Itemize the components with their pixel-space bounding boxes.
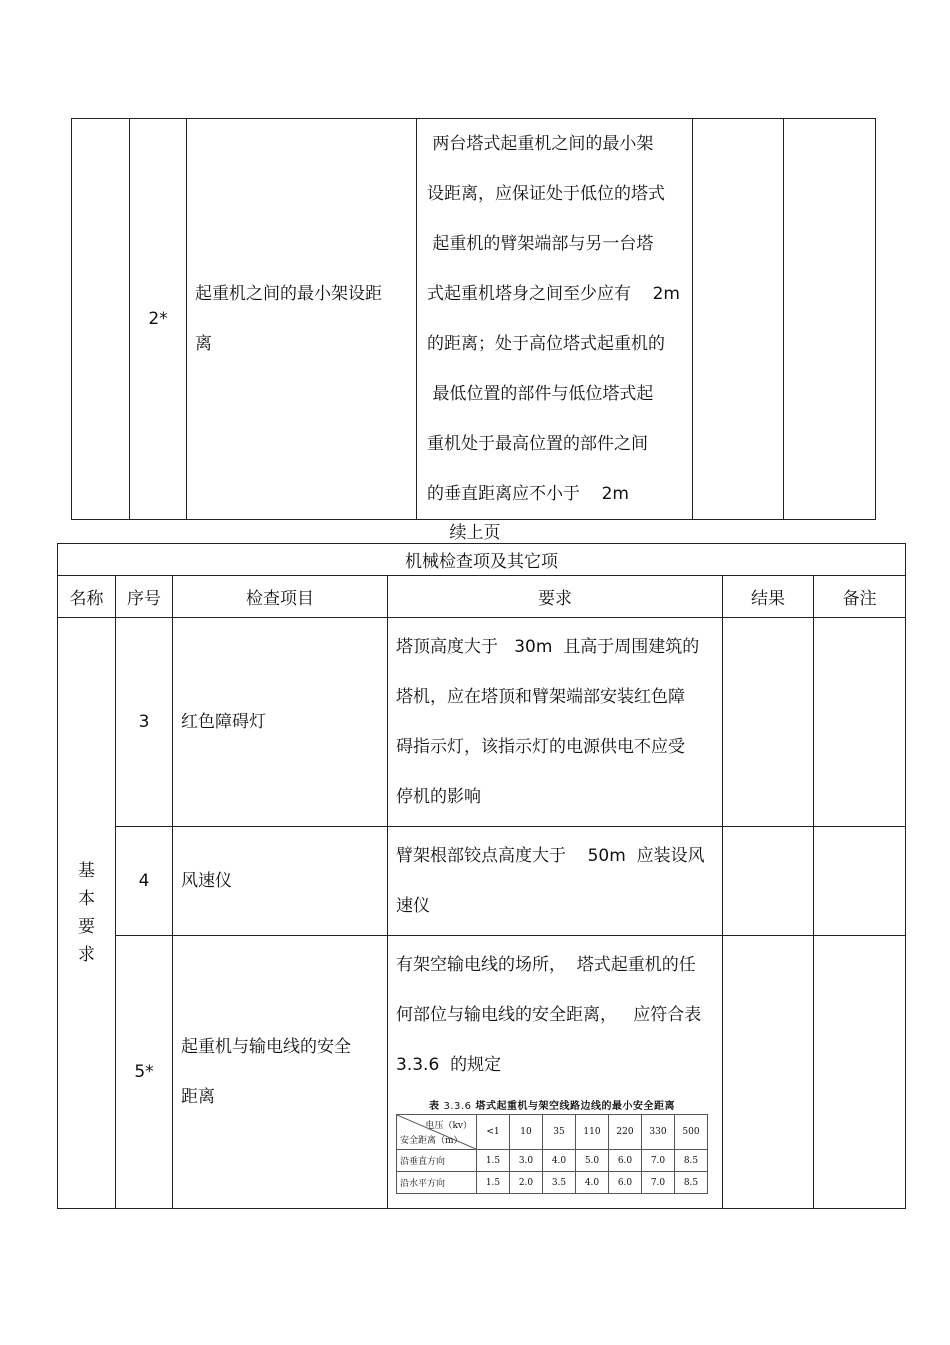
requirement-line: 塔机，应在塔顶和臂架端部安装红色障: [396, 687, 685, 707]
continued-label: 续上页: [449, 523, 501, 543]
voltage-cell: 330: [642, 1115, 675, 1150]
requirement-line: 最低位置的部件与低位塔式起: [427, 384, 654, 404]
value-cell: 2.0: [510, 1172, 543, 1194]
seq-cell: [130, 119, 187, 520]
seq-cell: [116, 936, 173, 1209]
requirement-line: 停机的影响: [396, 787, 481, 807]
item-cell: [173, 936, 388, 1209]
result-cell: [723, 827, 814, 936]
item-line: 起重机之间的最小架设距: [195, 284, 382, 304]
value-cell: 6.0: [609, 1172, 642, 1194]
remark-cell: [814, 827, 906, 936]
requirement-line: 设距离，应保证处于低位的塔式: [427, 184, 665, 204]
voltage-cell: 10: [510, 1115, 543, 1150]
requirement-line: 塔顶高度大于 30m 且高于周围建筑的: [396, 637, 700, 657]
check-item-text: [187, 269, 416, 369]
header-remark: 备注: [814, 576, 906, 618]
requirement-line: 有架空输电线的场所， 塔式起重机的任: [396, 955, 696, 975]
value-cell: 3.0: [510, 1150, 543, 1172]
requirement-line: 臂架根部铰点高度大于 50m 应装设风: [396, 846, 705, 866]
seq-number: 5*: [134, 1062, 154, 1082]
requirement-line: 式起重机塔身之间至少应有 2m: [427, 284, 680, 304]
header-seq: 序号: [116, 576, 173, 618]
value-cell: 4.0: [576, 1172, 609, 1194]
voltage-cell: 500: [675, 1115, 708, 1150]
top-continuation-table: [71, 118, 876, 520]
item-cell: [173, 618, 388, 827]
value-cell: 8.5: [675, 1150, 708, 1172]
value-cell: 1.5: [477, 1172, 510, 1194]
category-cell: [58, 618, 116, 1209]
category-char: 基: [78, 861, 95, 881]
header-result: 结果: [723, 576, 814, 618]
requirement-line: 何部位与输电线的安全距离， 应符合表: [396, 1005, 702, 1025]
value-cell: 1.5: [477, 1150, 510, 1172]
requirement-line: 重机处于最高位置的部件之间: [427, 434, 648, 454]
item-line: 离: [195, 334, 212, 354]
voltage-cell: <1: [477, 1115, 510, 1150]
result-cell: [693, 119, 784, 520]
diagonal-header-cell: [397, 1115, 477, 1150]
value-cell: 7.0: [642, 1150, 675, 1172]
value-cell: 6.0: [609, 1150, 642, 1172]
requirement-line: 起重机的臂架端部与另一台塔: [427, 234, 654, 254]
mini-table-title: 表 3.3.6 塔式起重机与架空线路边线的最小安全距离: [429, 1101, 675, 1112]
result-cell: [723, 618, 814, 827]
item-cell: [173, 827, 388, 936]
voltage-header: 电压（kv）: [425, 1121, 472, 1131]
check-item-text: [173, 697, 387, 747]
value-cell: 7.0: [642, 1172, 675, 1194]
row-label: 沿垂直方向: [397, 1150, 477, 1172]
requirement-line: 碍指示灯，该指示灯的电源供电不应受: [396, 737, 685, 757]
requirement-text: [388, 936, 722, 1094]
seq-cell: [116, 618, 173, 827]
table-title: 机械检查项及其它项: [58, 544, 906, 576]
category-label: [58, 857, 115, 969]
voltage-cell: 110: [576, 1115, 609, 1150]
safety-distance-table-figure: [396, 1100, 708, 1194]
item-line: 距离: [181, 1087, 215, 1107]
header-name: 名称: [58, 576, 116, 618]
seq-cell: [116, 827, 173, 936]
category-char: 求: [78, 945, 95, 965]
remark-cell: [784, 119, 876, 520]
category-char: 本: [78, 889, 95, 909]
requirement-cell: [388, 827, 723, 936]
requirement-text: [388, 827, 722, 935]
seq-number: 3: [138, 712, 150, 732]
value-cell: 3.5: [543, 1172, 576, 1194]
value-cell: 4.0: [543, 1150, 576, 1172]
check-item-text: [173, 856, 387, 906]
distance-header: 安全距离（m）: [400, 1136, 463, 1146]
seq-number: 4: [138, 871, 150, 891]
remark-cell: [814, 936, 906, 1209]
safety-distance-table: [396, 1114, 708, 1194]
header-requirement: 要求: [388, 576, 723, 618]
requirement-cell: [388, 618, 723, 827]
requirement-line: 速仪: [396, 896, 430, 916]
requirement-text: [417, 119, 692, 519]
voltage-cell: 35: [543, 1115, 576, 1150]
requirement-line: 的距离；处于高位塔式起重机的: [427, 334, 665, 354]
remark-cell: [814, 618, 906, 827]
requirement-cell: [417, 119, 693, 520]
requirement-text: [388, 618, 722, 826]
seq-number: 2*: [148, 309, 168, 329]
requirement-line: 的垂直距离应不小于 2m: [427, 484, 629, 504]
voltage-cell: 220: [609, 1115, 642, 1150]
check-item-text: [173, 1022, 387, 1122]
name-cell: [72, 119, 130, 520]
requirement-line: 两台塔式起重机之间的最小架: [427, 134, 654, 154]
value-cell: 8.5: [675, 1172, 708, 1194]
header-item: 检查项目: [173, 576, 388, 618]
value-cell: 5.0: [576, 1150, 609, 1172]
item-line: 风速仪: [181, 871, 232, 891]
result-cell: [723, 936, 814, 1209]
requirement-line: 3.3.6 的规定: [396, 1055, 502, 1075]
item-line: 红色障碍灯: [181, 712, 266, 732]
category-char: 要: [78, 917, 95, 937]
row-label: 沿水平方向: [397, 1172, 477, 1194]
item-line: 起重机与输电线的安全: [181, 1037, 351, 1057]
requirement-cell: [388, 936, 723, 1209]
machine-check-table: [57, 543, 906, 1209]
item-cell: [187, 119, 417, 520]
